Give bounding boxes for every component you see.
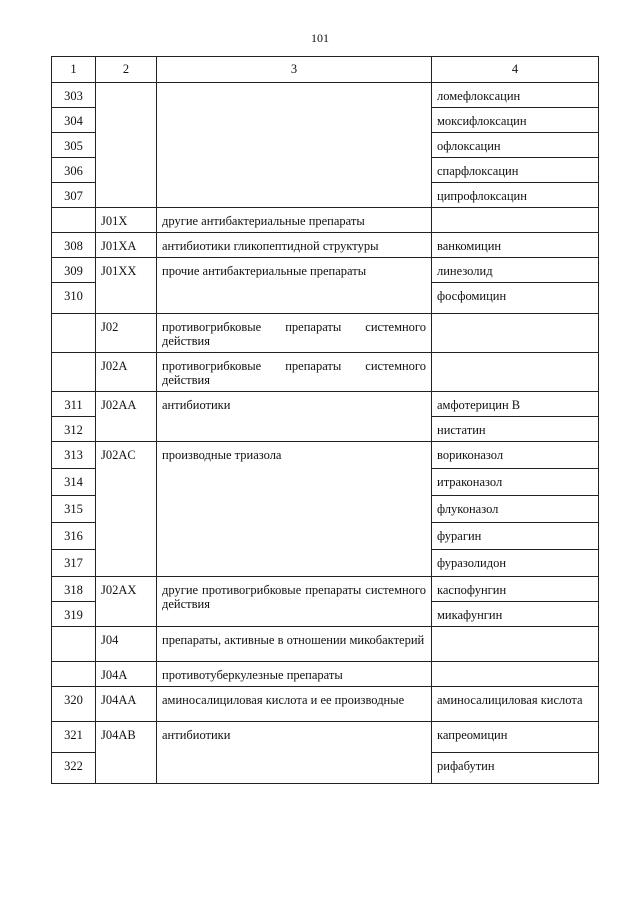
atc-code: J02A xyxy=(96,353,157,392)
group-description: противотуберкулезные препараты xyxy=(157,662,432,687)
atc-code: J02AC xyxy=(96,442,157,577)
row-number: 318 xyxy=(52,577,96,602)
table-row xyxy=(52,722,599,753)
drug-name: ципрофлоксацин xyxy=(432,183,599,208)
drug-name: аминосалициловая кислота xyxy=(432,687,599,722)
group-description: противогрибковые препараты системного действия xyxy=(157,353,432,392)
row-number: 320 xyxy=(52,687,96,722)
drug-name: микафунгин xyxy=(432,602,599,627)
drug-name xyxy=(432,353,599,392)
row-number: 315 xyxy=(52,496,96,523)
drug-name: офлоксацин xyxy=(432,133,599,158)
row-number xyxy=(52,353,96,392)
column-header: 3 xyxy=(157,57,432,83)
row-number: 319 xyxy=(52,602,96,627)
row-number xyxy=(52,627,96,662)
row-number: 306 xyxy=(52,158,96,183)
group-description: антибиотики xyxy=(157,722,432,784)
table-row xyxy=(52,687,599,722)
row-number: 305 xyxy=(52,133,96,158)
drug-name xyxy=(432,662,599,687)
drug-name: каспофунгин xyxy=(432,577,599,602)
table-row xyxy=(52,442,599,469)
table-row xyxy=(52,353,599,392)
column-header: 1 xyxy=(52,57,96,83)
group-description: противогрибковые препараты системного действия xyxy=(157,314,432,353)
drug-name: нистатин xyxy=(432,417,599,442)
row-number: 307 xyxy=(52,183,96,208)
row-number: 322 xyxy=(52,753,96,784)
row-number xyxy=(52,314,96,353)
row-number: 312 xyxy=(52,417,96,442)
group-description: антибиотики xyxy=(157,392,432,442)
row-number: 316 xyxy=(52,523,96,550)
row-number xyxy=(52,208,96,233)
row-number: 311 xyxy=(52,392,96,417)
table-row xyxy=(52,627,599,662)
row-number xyxy=(52,662,96,687)
row-number: 317 xyxy=(52,550,96,577)
group-description: другие антибактериальные препараты xyxy=(157,208,432,233)
atc-code: J04 xyxy=(96,627,157,662)
drug-name xyxy=(432,314,599,353)
drug-name xyxy=(432,627,599,662)
group-description: другие противогрибковые препараты системного действия xyxy=(157,577,432,627)
row-number: 313 xyxy=(52,442,96,469)
drug-name: флуконазол xyxy=(432,496,599,523)
drug-name: моксифлоксацин xyxy=(432,108,599,133)
row-number: 314 xyxy=(52,469,96,496)
description-cell xyxy=(157,83,432,208)
column-header: 2 xyxy=(96,57,157,83)
page-number: 101 xyxy=(311,31,329,45)
drug-name: фосфомицин xyxy=(432,283,599,314)
drug-name: итраконазол xyxy=(432,469,599,496)
atc-code-cell xyxy=(96,83,157,208)
atc-code: J01X xyxy=(96,208,157,233)
atc-code: J04AA xyxy=(96,687,157,722)
table-row xyxy=(52,577,599,602)
group-description: аминосалициловая кислота и ее производные xyxy=(157,687,432,722)
atc-code: J01XX xyxy=(96,258,157,314)
drug-name: ванкомицин xyxy=(432,233,599,258)
table-row xyxy=(52,314,599,353)
drug-name: вориконазол xyxy=(432,442,599,469)
drug-name: фуразолидон xyxy=(432,550,599,577)
row-number: 321 xyxy=(52,722,96,753)
drug-table xyxy=(51,56,599,784)
header-row xyxy=(52,57,599,83)
drug-name: фурагин xyxy=(432,523,599,550)
group-description: прочие антибактериальные препараты xyxy=(157,258,432,314)
table-row xyxy=(52,233,599,258)
table-row xyxy=(52,208,599,233)
atc-code: J02AX xyxy=(96,577,157,627)
drug-name: спарфлоксацин xyxy=(432,158,599,183)
atc-code: J04A xyxy=(96,662,157,687)
row-number: 308 xyxy=(52,233,96,258)
row-number: 310 xyxy=(52,283,96,314)
group-description: производные триазола xyxy=(157,442,432,577)
row-number: 303 xyxy=(52,83,96,108)
table-row xyxy=(52,258,599,283)
table-row xyxy=(52,392,599,417)
drug-name: линезолид xyxy=(432,258,599,283)
drug-name: ломефлоксацин xyxy=(432,83,599,108)
drug-name: амфотерицин B xyxy=(432,392,599,417)
table-row xyxy=(52,83,599,108)
atc-code: J04AB xyxy=(96,722,157,784)
row-number: 304 xyxy=(52,108,96,133)
group-description: антибиотики гликопептидной структуры xyxy=(157,233,432,258)
row-number: 309 xyxy=(52,258,96,283)
drug-name: рифабутин xyxy=(432,753,599,784)
table-row xyxy=(52,662,599,687)
group-description: препараты, активные в отношении микобактерий xyxy=(157,627,432,662)
drug-name: капреомицин xyxy=(432,722,599,753)
column-header: 4 xyxy=(432,57,599,83)
atc-code: J01XA xyxy=(96,233,157,258)
drug-name xyxy=(432,208,599,233)
atc-code: J02AA xyxy=(96,392,157,442)
atc-code: J02 xyxy=(96,314,157,353)
